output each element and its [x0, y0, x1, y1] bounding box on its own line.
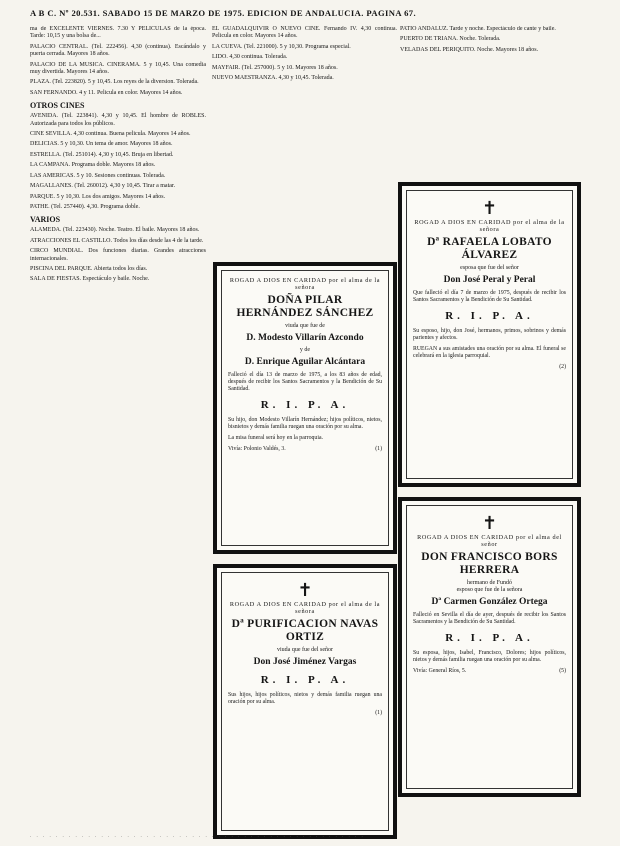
obituary-intro: ROGAD A DIOS EN CARIDAD por el alma de la señora [229, 601, 381, 615]
obituary-relation: viuda que fue del señor [277, 647, 333, 653]
obituary-details: Que falleció el día 7 de marzo de 1975, después de recibir los Santos Sacramentos y la Bendición de Su Santidad. [413, 290, 566, 303]
obituary-address-row [413, 668, 566, 674]
listing-item: SALA DE FIESTAS. Espectáculo y baile. Noche. [30, 276, 150, 283]
obituary-details: Falleció en Sevilla el día de ayer, después de recibir los Santos Sacramentos y la Bendición de Su Santidad. [413, 612, 566, 625]
obituary-name: Dª PURIFICACION NAVAS ORTIZ [231, 618, 379, 643]
listing-item: ATRACCIONES EL CASTILLO. Todos los días desde las 4 de la tarde. [30, 237, 204, 244]
obituary-notice-4 [398, 497, 581, 797]
obituary-notice-1 [213, 262, 397, 554]
section-title-otros: OTROS CINES [30, 101, 85, 111]
cross-icon: ✝ [297, 580, 313, 600]
listing-item: PLAZA. (Tel. 223820). 5 y 10,45. Los reyes de la diversion. Tolerada. [30, 79, 199, 86]
listing-item: CIRCO MUNDIAL. Dos funciones diarias. Grandes atracciones internacionales. [30, 248, 206, 262]
listing-item: MAYFAIR. (Tel. 257000). 5 y 10. Mayores 18 años. [212, 64, 338, 71]
listing-item: MAGALLANES. (Tel. 260012). 4,30 y 10,45. Tirar a matar. [30, 183, 176, 190]
obituary-family: Su esposa, hijos, Isabel, Francisco, Dolores; hijos políticos, nietos y demás familia ruegan una oración por su alma. [413, 650, 566, 663]
obituary-rip: R. I. P. A. [260, 399, 350, 411]
obituary-person: Don José Peral y Peral [443, 275, 536, 285]
section-title-varios: VARIOS [30, 215, 61, 225]
obituary-relation: hermano de Fundó [467, 580, 512, 586]
cross-icon: ✝ [481, 198, 498, 218]
listing-item: PUERTO DE TRIANA. Noche. Tolerada. [400, 36, 501, 43]
obituary-notice-2 [213, 564, 397, 839]
obituary-person: Dª Carmen González Ortega [431, 597, 548, 607]
obituary-address: Vivía: Polonio Valdés, 3. [228, 446, 286, 452]
obituary-details: Sus hijos, hijos políticos, nietos y demás familia ruegan una oración por su alma. [228, 692, 382, 705]
listing-item: DELICIAS. 5 y 10,30. Un tema de amor. Mayores 18 años. [30, 141, 173, 148]
page-footer: . . . . . . . . . . . . . . . . . . . . . . . . . . . . . . . . . . . . . . . . . . . . . . . . . . . . [30, 834, 365, 839]
obituary-family: Su esposo, hijo, don José, hermanos, primos, sobrinos y demás parientes y afectos. [413, 328, 566, 341]
obituary-details: Falleció el día 13 de marzo de 1975, a los 83 años de edad, después de recibir los Santos Sacramentos y la Bendición de Su Santidad. [228, 372, 382, 392]
listing-item: LA CAMPANA. Programa doble. Mayores 18 años. [30, 162, 156, 169]
obituary-person: D. Enrique Aguilar Alcántara [244, 357, 366, 367]
obituary-notice-3 [398, 182, 581, 487]
listing-item: LAS AMERICAS. 5 y 10. Sesiones continuas. Tolerada. [30, 172, 166, 179]
obituary-rip: R. I. P. A. [445, 632, 534, 644]
obituary-relation: esposa que fue del señor [460, 265, 519, 271]
obituary-address-row [228, 710, 382, 716]
listing-item: EL GUADALQUIVIR O NUEVO CINE. Fernando IV. 4,30 continua. Pelicula en color. Mayores 14 años. [212, 26, 397, 40]
obituary-name: Dª RAFAELA LOBATO ÁLVAREZ [427, 236, 552, 261]
listings-column-right [400, 26, 583, 176]
obituary-intro: ROGAD A DIOS EN CARIDAD por el alma del señor [417, 534, 562, 548]
obituary-mass: RUEGAN a sus amistades una oración por su alma. El funeral se celebrará en la iglesia parroquial. [413, 346, 566, 359]
obituary-name: DOÑA PILAR HERNÁNDEZ SÁNCHEZ [236, 294, 374, 319]
listing-item: VELADAS DEL PERIQUITO. Noche. Mayores 18 años. [400, 46, 539, 53]
obituary-relation: viuda que fue de [285, 323, 325, 329]
listing-item: PATHE. (Tel. 257440). 4,30. Programa doble. [30, 203, 140, 210]
listing-item: PALACIO DE LA MUSICA. CINERAMA. 5 y 10,45. Una comedia muy divertida. Mayores 14 años. [30, 61, 206, 76]
obituary-person: Don José Jiménez Vargas [253, 657, 357, 667]
listing-item: AVENIDA. (Tel. 223841). 4,30 y 10,45. El hombre de ROBLES. Autorizada para todos los públicos. [30, 113, 206, 127]
listing-item: LIDO. 4,30 continua. Tolerada. [212, 54, 288, 61]
obituary-family: Su hijo, don Modesto Villarín Hernández; hijos políticos, nietos, bisnietos y demás familia ruegan una oración por su alma. [228, 417, 382, 430]
listing-item: PARQUE. 5 y 10,30. Los dos amigos. Mayores 14 años. [30, 193, 166, 200]
obituary-address-row [228, 446, 382, 452]
obituary-intro: ROGAD A DIOS EN CARIDAD por el alma de la señora [414, 219, 565, 233]
cross-icon: ✝ [481, 513, 498, 533]
obituary-rip: R. I. P. A. [260, 674, 350, 686]
obituary-connector: esposo que fue de la señora [456, 587, 523, 593]
listing-item: NUEVO MAESTRANZA. 4,30 y 10,45. Tolerada. [212, 75, 334, 82]
obituary-ref: (5) [559, 668, 566, 674]
obituary-connector: y de [299, 347, 311, 353]
listing-item: ESTRELLA. (Tel. 251014). 4,30 y 10,45. Bruja en libertad. [30, 151, 174, 158]
listing-item: PATIO ANDALUZ. Tarde y noche. Espectáculo de cante y baile. [400, 26, 556, 32]
listings-column-middle [212, 26, 397, 266]
listing-item: PISCINA DEL PARQUE. Abierta todos los días. [30, 265, 148, 272]
obituary-person: D. Modesto Villarín Azcondo [246, 333, 364, 343]
listing-item: SAN FERNANDO. 4 y 11. Pelicula en color. Mayores 14 años. [30, 89, 183, 96]
obituary-address: Vivía: General Ríos, 5. [413, 668, 467, 674]
obituary-mass: La misa funeral será hoy en la parroquia. [228, 435, 323, 441]
obituary-ref: (1) [375, 446, 382, 452]
obituary-rip: R. I. P. A. [445, 310, 534, 322]
page-header: A B C. Nº 20.531. SABADO 15 DE MARZO DE 1975. EDICION DE ANDALUCIA. PAGINA 67. [30, 8, 417, 18]
obituary-ref: (2) [559, 364, 566, 370]
obituary-intro: ROGAD A DIOS EN CARIDAD por el alma de la señora [229, 277, 381, 291]
listing-item: CINE SEVILLA. 4,30 continua. Buena pelicula. Mayores 14 años. [30, 131, 191, 138]
listings-column-left [30, 26, 206, 816]
obituary-ref: (1) [375, 710, 382, 716]
obituary-address-row [413, 364, 566, 370]
listing-item: ma de EXCELENTE VIERNES. 7.30 Y PELICULAS de la época. Tarde: 10,15 y una bolsa de... [30, 26, 206, 40]
obituary-name: DON FRANCISCO BORS HERRERA [421, 551, 558, 576]
listing-item: LA CUEVA. (Tel. 221000). 5 y 10,30. Programa especial. [212, 43, 351, 50]
listing-item: ALAMEDA. (Tel. 223430). Noche. Teatro. El baile. Mayores 18 años. [30, 227, 200, 234]
listing-item: PALACIO CENTRAL. (Tel. 222456). 4,30 (continua). Escándalo y puerta cerrada. Mayores 18 años. [30, 43, 206, 58]
